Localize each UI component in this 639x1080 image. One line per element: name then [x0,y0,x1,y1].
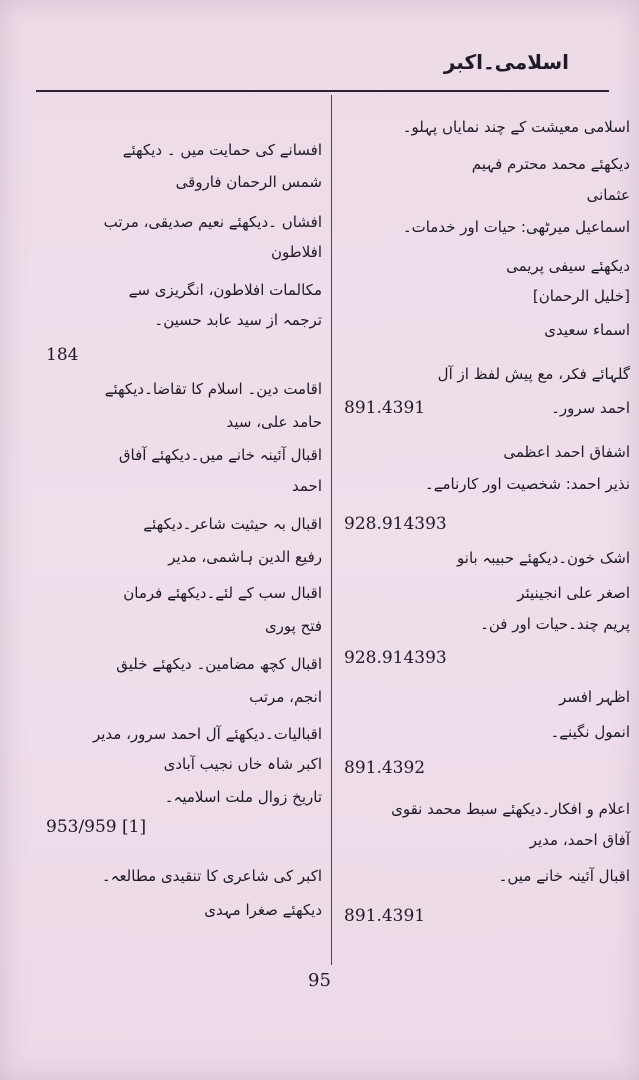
right-class-number: 891.4392 [344,758,426,778]
right-entry-line: اعلام و افکار۔دیکھئے سبط محمد نقوی [391,800,630,818]
right-entry-line: اظہر افسر [559,688,630,706]
running-header: اسلامی۔اکبر [443,50,569,74]
right-entry-line: اقبال آئینہ خانے میں۔ [498,867,630,885]
left-entry-line: دیکھئے صغرا مہدی [204,901,322,919]
right-entry-line: اسماعیل میرٹھی: حیات اور خدمات۔ [402,218,630,236]
left-entry-line: رفیع الدین ہاشمی، مدیر [168,548,322,566]
column-divider [331,95,332,965]
right-entry-line: احمد سرور۔ [551,399,630,417]
left-entry-line: اقبالیات۔دیکھئے آل احمد سرور، مدیر [92,725,322,743]
right-entry-line: عثمانی [586,186,630,204]
right-entry-line: دیکھئے محمد محترم فہیم [471,155,630,173]
left-entry-line: فتح پوری [264,617,322,635]
right-entry-line: گلہائے فکر، مع پیش لفظ از آل [437,365,630,383]
right-entry-line: اشک خون۔دیکھئے حبیبہ بانو [457,549,630,567]
header-rule [36,90,609,92]
left-entry-line: اقامت دین۔ اسلام کا تقاضا۔دیکھئے [104,380,322,398]
left-class-number: 953/959 [1] [46,817,147,837]
left-entry-line: افلاطون [271,243,322,261]
right-entry-line: آفاق احمد، مدیر [529,831,630,849]
right-entry-line: اشفاق احمد اعظمی [503,443,630,461]
left-entry-line: اقبال آئینہ خانے میں۔دیکھئے آفاق [118,446,322,464]
left-entry-line: انجم، مرتب [249,688,322,706]
right-entry-line: اسلامی معیشت کے چند نمایاں پہلو۔ [402,118,630,136]
right-entry-line: انمول نگینے۔ [550,723,630,741]
left-entry-line: افسانے کی حمایت میں ۔ دیکھئے [122,141,322,159]
right-entry-line: پریم چند۔حیات اور فن۔ [480,615,630,633]
page-number: 95 [308,970,331,991]
right-class-number: 928.914393 [344,648,447,668]
left-entry-line: اقبال بہ حیثیت شاعر۔دیکھئے [143,515,322,533]
right-class-number: 928.914393 [344,514,447,534]
left-entry-line: اقبال کچھ مضامین۔ دیکھئے خلیق [116,655,322,673]
left-entry-line: اقبال سب کے لئے۔دیکھئے فرمان [123,584,322,602]
left-entry-line: اکبر کی شاعری کا تنقیدی مطالعہ۔ [101,867,322,885]
right-entry-line: اسماء سعیدی [544,321,630,339]
left-class-number: 184 [46,345,79,365]
left-entry-line: تاریخ زوال ملت اسلامیہ۔ [164,788,322,806]
right-class-number: 891.4391 [344,398,426,418]
right-entry-line: دیکھئے سیفی پریمی [506,257,630,275]
right-entry-line: اصغر علی انجینیئر [517,584,630,602]
left-entry-line: افشاں ۔دیکھئے نعیم صدیقی، مرتب [103,213,322,231]
left-entry-line: اکبر شاہ خاں نجیب آبادی [163,755,322,773]
right-class-number: 891.4391 [344,906,426,926]
right-entry-line: [خلیل الرحمان] [532,287,630,305]
left-entry-line: حامد علی، سید [226,413,322,431]
left-entry-line: شمس الرحمان فاروقی [175,173,322,191]
left-entry-line: احمد [292,477,322,495]
right-entry-line: نذیر احمد: شخصیت اور کارنامے۔ [424,475,630,493]
left-entry-line: ترجمہ از سید عابد حسین۔ [154,311,322,329]
left-entry-line: مکالمات افلاطون، انگریزی سے [128,281,322,299]
